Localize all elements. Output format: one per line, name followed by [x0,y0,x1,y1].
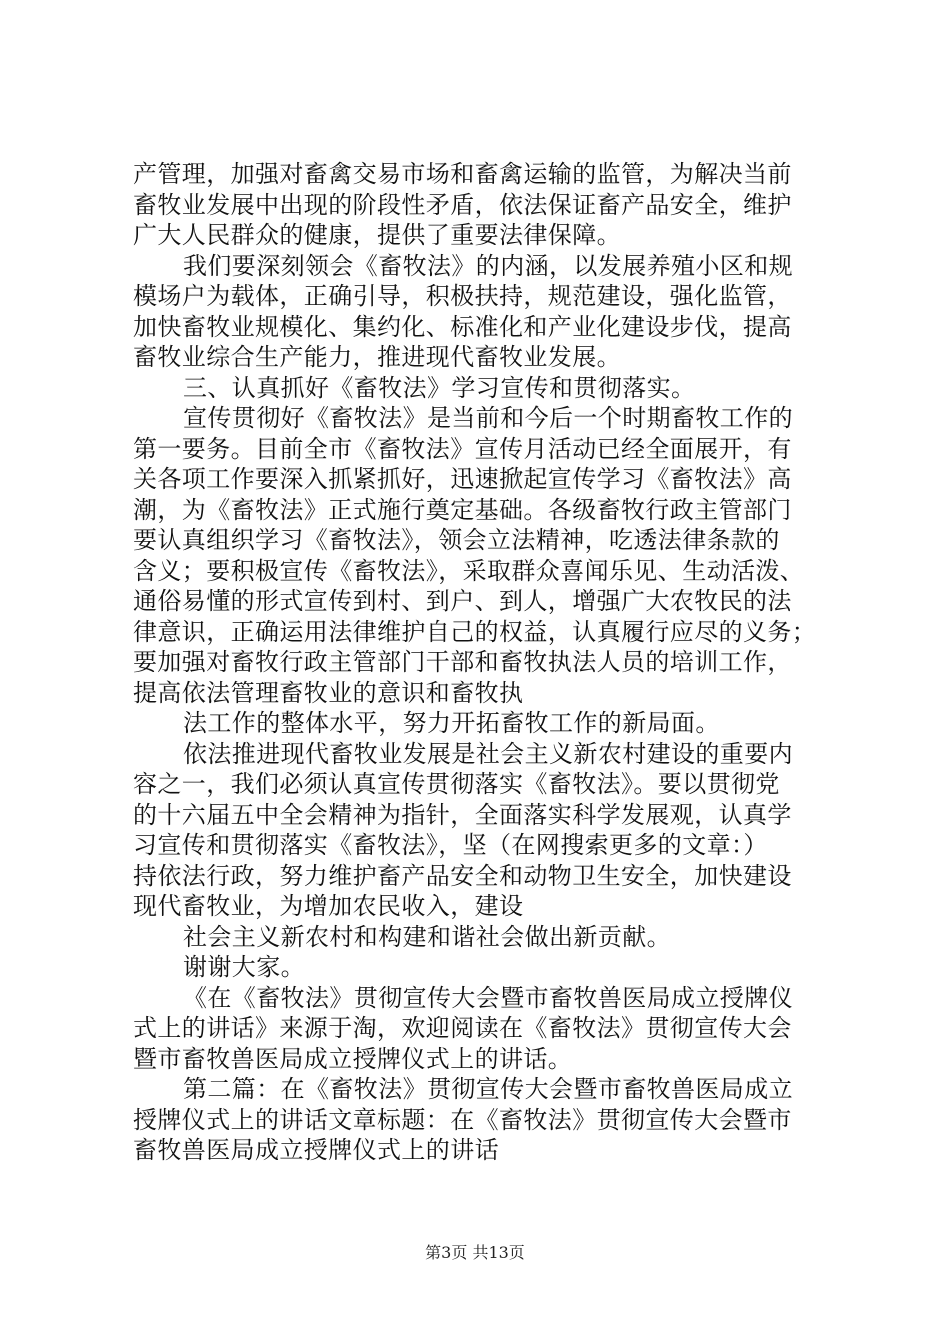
text-line: 潮，为《畜牧法》正式施行奠定基础。各级畜牧行政主管部门 [133,495,792,524]
text-line: 要认真组织学习《畜牧法》，领会立法精神，吃透法律条款的 [133,526,780,554]
text-line: 暨市畜牧兽医局成立授牌仪式上的讲话。 [133,1044,573,1073]
paragraph-start-line: 《在《畜牧法》贯彻宣传大会暨市畜牧兽医局成立授牌仪 [183,983,793,1012]
text-line: 的十六届五中全会精神为指针，全面落实科学发展观，认真学 [133,800,792,829]
paragraph-start-line: 宣传贯彻好《畜牧法》是当前和今后一个时期畜牧工作的 [183,404,793,432]
page-number-footer: 第3页 共13页 [425,1243,525,1262]
text-line: 畜牧业发展中出现的阶段性矛盾，依法保证畜产品安全，维护 [133,190,792,219]
text-line: 第一要务。目前全市《畜牧法》宣传月活动已经全面展开，有 [133,434,792,463]
text-line: 模场户为载体，正确引导，积极扶持，规范建设，强化监管， [133,282,792,310]
paragraph-start-line: 法工作的整体水平，努力开拓畜牧工作的新局面。 [183,709,720,737]
text-line: 畜牧兽医局成立授牌仪式上的讲话 [133,1136,499,1164]
text-line: 律意识，正确运用法律维护自己的权益，认真履行应尽的义务； [133,617,817,646]
text-line: 畜牧业综合生产能力，推进现代畜牧业发展。 [133,343,621,371]
text-line: 现代畜牧业，为增加农民收入，建设 [133,892,524,920]
paragraph-start-line: 谢谢大家。 [183,953,305,981]
paragraph-start-line: 第二篇：在《畜牧法》贯彻宣传大会暨市畜牧兽医局成立 [183,1075,793,1103]
text-line: 要加强对畜牧行政主管部门干部和畜牧执法人员的培训工作， [133,648,792,676]
text-line: 容之一，我们必须认真宣传贯彻落实《畜牧法》。要以贯彻党 [133,770,780,798]
text-line: 含义；要积极宣传《畜牧法》，采取群众喜闻乐见、生动活泼、 [133,556,805,585]
text-line: 广大人民群众的健康，提供了重要法律保障。 [133,221,621,249]
text-line: 式上的讲话》来源于淘，欢迎阅读在《畜牧法》贯彻宣传大会 [133,1014,792,1042]
paragraph-start-line: 依法推进现代畜牧业发展是社会主义新农村建设的重要内 [183,739,793,768]
text-line: 加快畜牧业规模化、集约化、标准化和产业化建设步伐，提高 [133,312,792,341]
text-line: 通俗易懂的形式宣传到村、到户、到人，增强广大农牧民的法 [133,587,792,615]
paragraph-start-line: 我们要深刻领会《畜牧法》的内涵，以发展养殖小区和规 [183,251,793,280]
paragraph-start-line: 社会主义新农村和构建和谐社会做出新贡献。 [183,922,671,951]
section-heading: 三、认真抓好《畜牧法》学习宣传和贯彻落实。 [183,373,696,402]
text-line: 习宣传和贯彻落实《畜牧法》，坚（在网搜索更多的文章：） [133,831,768,859]
text-line: 提高依法管理畜牧业的意识和畜牧执 [133,678,524,707]
text-line: 产管理，加强对畜禽交易市场和畜禽运输的监管，为解决当前 [133,160,792,188]
text-line: 授牌仪式上的讲话文章标题：在《畜牧法》贯彻宣传大会暨市 [133,1105,792,1134]
text-line: 关各项工作要深入抓紧抓好，迅速掀起宣传学习《畜牧法》高 [133,465,792,493]
text-line: 持依法行政，努力维护畜产品安全和动物卫生安全，加快建设 [133,861,792,890]
